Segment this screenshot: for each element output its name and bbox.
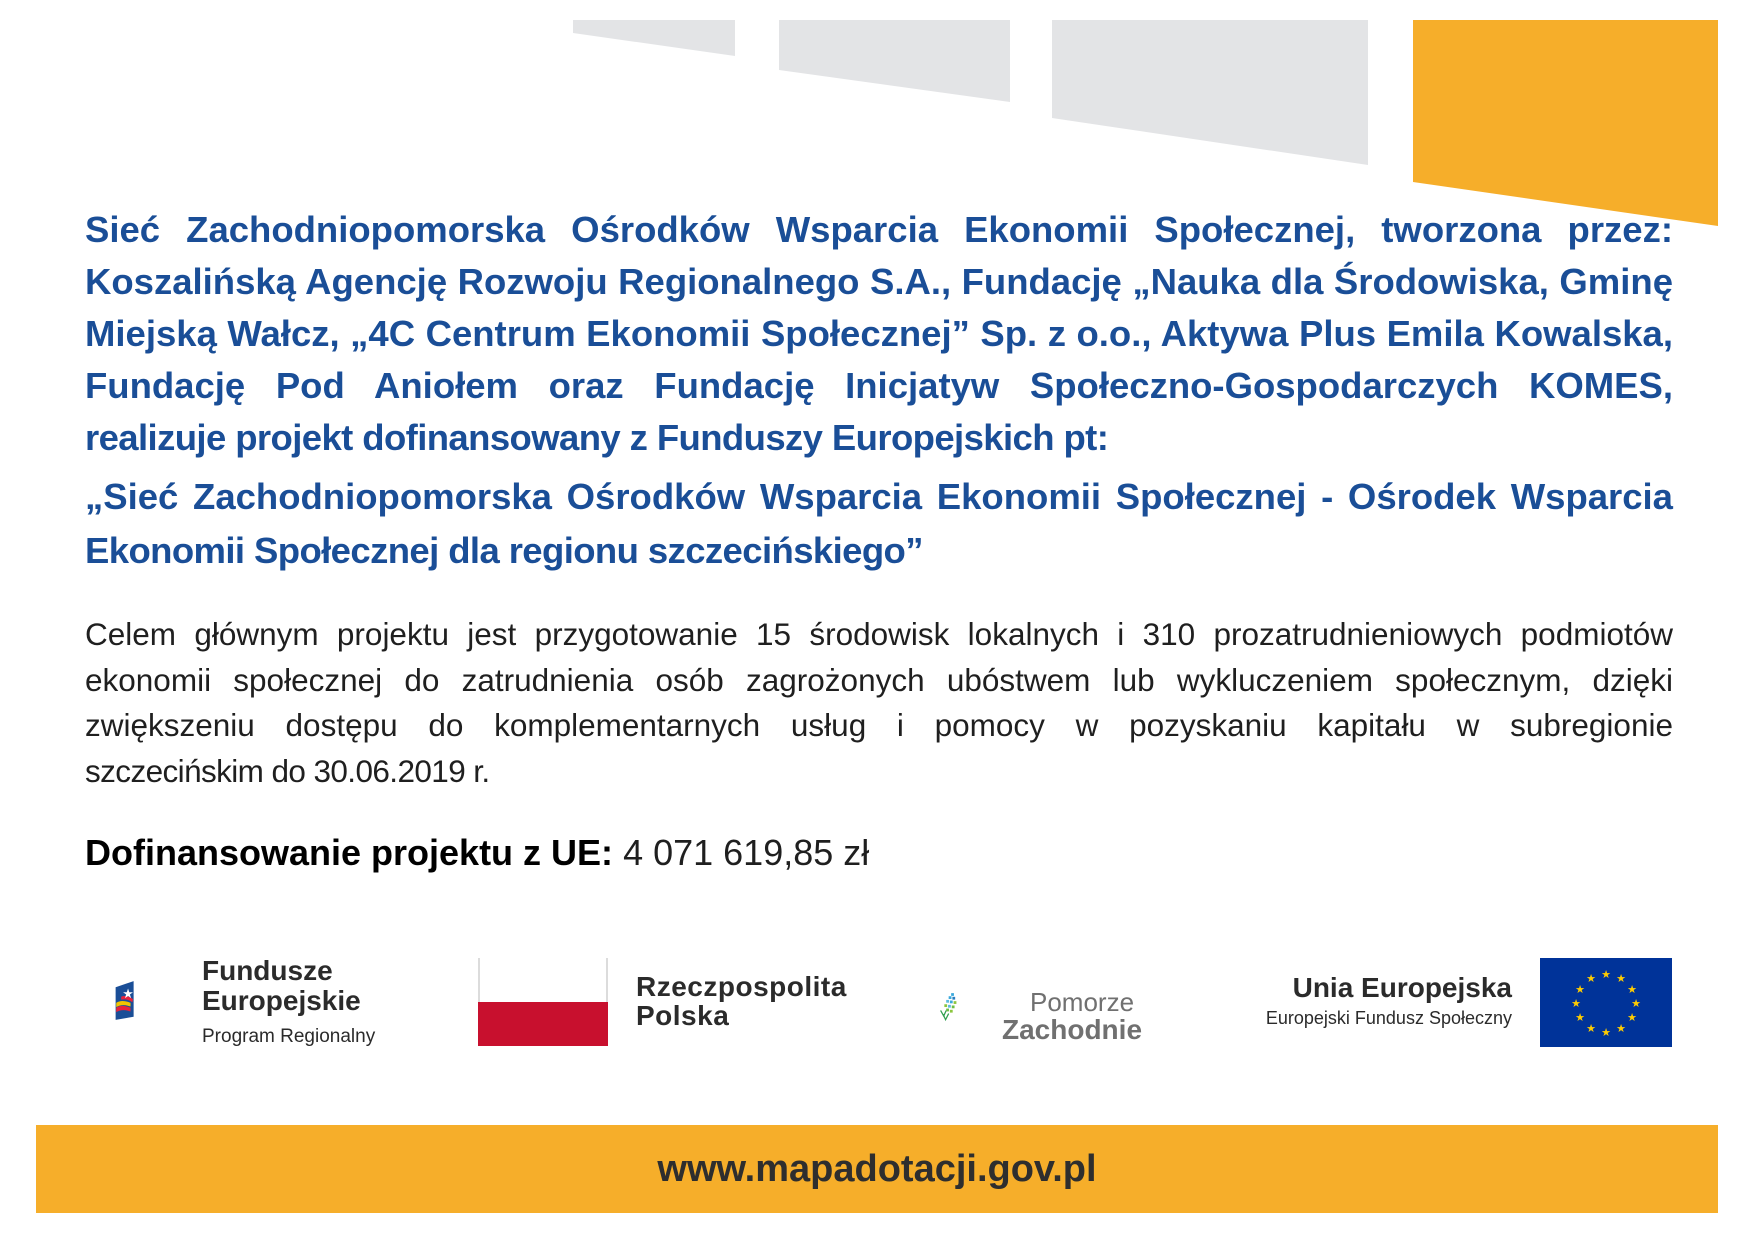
description-line: szczecińskim do 30.06.2019 r. [85, 753, 490, 789]
unia-logo-line: Unia Europejska [1292, 972, 1512, 1003]
poland-flag-icon [478, 958, 608, 1046]
svg-text:★: ★ [1631, 997, 1641, 1010]
fundusze-logo-subtitle: Program Regionalny [202, 1026, 376, 1047]
fundusze-europejskie-logo-text [202, 956, 375, 1052]
pomorze-zachodnie-logo-icon [940, 955, 1005, 1060]
rzeczpospolita-logo-line: Rzeczpospolita [636, 971, 847, 1002]
pomorze-zachodnie-logo-text [1002, 988, 1142, 1044]
svg-text:★: ★ [1616, 972, 1626, 985]
pomorze-logo-line: Zachodnie [1002, 1014, 1143, 1045]
eu-flag-icon [1540, 958, 1672, 1047]
funding-info [85, 828, 869, 878]
unia-europejska-logo-text [1230, 972, 1512, 1032]
description-line: zwiększeniu dostępu do komplementarnych usług i pomocy w pozyskaniu kapitału w subregionie [85, 707, 1673, 743]
intro-line: realizuje projekt dofinansowany z Funduszy Europejskich pt: [85, 417, 1109, 458]
project-title-line: „Sieć Zachodniopomorska Ośrodków Wsparcia Ekonomii Społecznej - Ośrodek Wsparcia [85, 476, 1673, 517]
fundusze-europejskie-logo-icon [115, 938, 205, 1063]
svg-text:★: ★ [1575, 1011, 1585, 1024]
description-line: Celem głównym projektu jest przygotowanie 15 środowisk lokalnych i 310 prozatrudnieniowych podmiotów [85, 616, 1673, 652]
svg-text:★: ★ [1627, 1011, 1637, 1024]
svg-text:★: ★ [1601, 1026, 1611, 1039]
svg-text:★: ★ [1627, 983, 1637, 996]
rzeczpospolita-polska-logo-text [636, 972, 847, 1030]
svg-text:★: ★ [1571, 997, 1581, 1010]
intro-line: Fundację Pod Aniołem oraz Fundację Inicjatyw Społeczno-Gospodarczych KOMES, [85, 365, 1673, 406]
fundusze-logo-line: Europejskie [202, 985, 361, 1016]
intro-line: Koszalińską Agencję Rozwoju Regionalnego S.A., Fundację „Nauka dla Środowiska, Gminę [85, 261, 1673, 302]
svg-text:★: ★ [1586, 972, 1596, 985]
unia-logo-subtitle: Europejski Fundusz Społeczny [1265, 1008, 1512, 1028]
footer-bar [36, 1125, 1718, 1213]
project-title-line: Ekonomii Społecznej dla regionu szczecińskiego” [85, 530, 923, 571]
intro-line: Sieć Zachodniopomorska Ośrodków Wsparcia Ekonomii Społecznej, tworzona przez: [85, 209, 1673, 250]
fundusze-logo-line: Fundusze [202, 955, 333, 986]
intro-line: Miejską Wałcz, „4C Centrum Ekonomii Społecznej” Sp. z o.o., Aktywa Plus Emila Kowalska, [85, 313, 1673, 354]
rzeczpospolita-logo-line: Polska [636, 1000, 730, 1031]
svg-text:★: ★ [1616, 1022, 1626, 1035]
pomorze-logo-line: Pomorze [1030, 987, 1135, 1017]
svg-text:★: ★ [1601, 968, 1611, 981]
svg-text:★: ★ [1575, 983, 1585, 996]
funding-amount: 4 071 619,85 zł [623, 832, 870, 873]
website-link[interactable]: www.mapadotacji.gov.pl [657, 1148, 1097, 1190]
funding-label: Dofinansowanie projektu z UE: [85, 832, 614, 873]
description-line: ekonomii społecznej do zatrudnienia osób zagrożonych ubóstwem lub wykluczeniem społecznym, dzięki [85, 661, 1673, 698]
svg-text:★: ★ [1586, 1022, 1596, 1035]
